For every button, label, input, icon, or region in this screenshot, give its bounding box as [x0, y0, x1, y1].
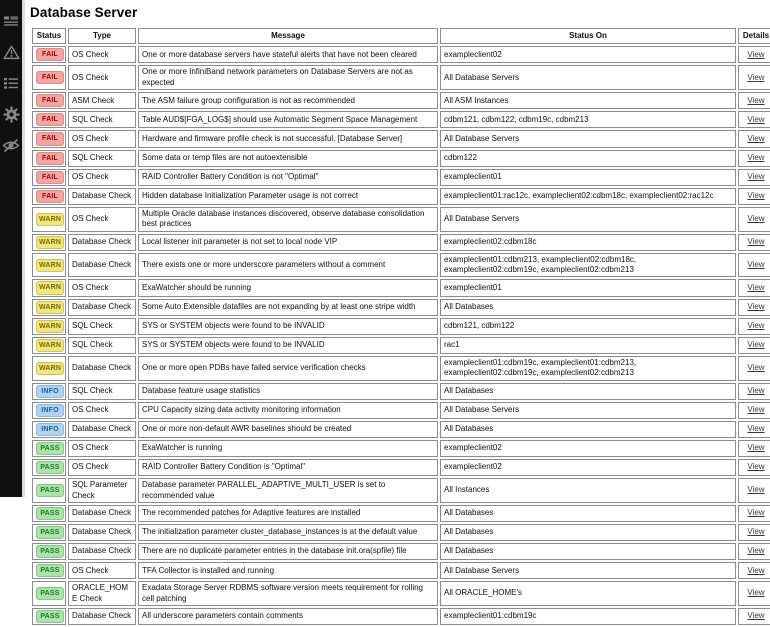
details-cell — [738, 111, 770, 128]
details-cell — [738, 421, 770, 438]
status-badge: PASS — [36, 507, 64, 520]
type-cell: SQL Check — [68, 383, 136, 400]
view-link[interactable]: View — [747, 152, 765, 162]
type-cell: Database Check — [68, 253, 136, 278]
status-badge: PASS — [36, 564, 64, 577]
table-row — [32, 111, 770, 128]
status-cell — [32, 46, 66, 63]
status-cell — [32, 150, 66, 167]
status-cell — [32, 562, 66, 579]
details-cell — [738, 234, 770, 251]
view-link[interactable]: View — [747, 611, 765, 621]
status-cell — [32, 253, 66, 278]
type-cell: OS Check — [68, 459, 136, 476]
status-cell — [32, 421, 66, 438]
status-on-cell: rac1 — [440, 337, 736, 354]
status-cell — [32, 169, 66, 186]
type-cell: SQL Check — [68, 318, 136, 335]
message-cell: The ASM failure group configuration is not as recommended — [138, 92, 438, 109]
sidebar-item-checklist[interactable] — [2, 75, 20, 91]
details-cell — [738, 383, 770, 400]
table-row — [32, 46, 770, 63]
table-row — [32, 383, 770, 400]
type-cell: Database Check — [68, 524, 136, 541]
type-cell: Database Check — [68, 299, 136, 316]
status-cell — [32, 402, 66, 419]
status-badge: WARN — [36, 281, 64, 294]
view-link[interactable]: View — [747, 72, 765, 82]
message-cell: Exadata Storage Server RDBMS software version meets requirement for rolling cell patching — [138, 581, 438, 606]
details-cell — [738, 337, 770, 354]
status-cell — [32, 299, 66, 316]
table-row — [32, 234, 770, 251]
details-cell — [738, 188, 770, 205]
column-header-status-on: Status On — [440, 28, 736, 44]
table-row — [32, 459, 770, 476]
status-on-cell: All Databases — [440, 524, 736, 541]
view-link[interactable]: View — [747, 565, 765, 575]
table-row — [32, 543, 770, 560]
sidebar-item-server-list[interactable] — [2, 13, 20, 29]
table-row — [32, 207, 770, 232]
details-cell — [738, 46, 770, 63]
message-cell: RAID Controller Battery Condition is not "Optimal" — [138, 169, 438, 186]
table-row — [32, 188, 770, 205]
status-on-cell: exampleclient02 — [440, 46, 736, 63]
details-cell — [738, 581, 770, 606]
gear-icon — [3, 106, 20, 123]
type-cell: OS Check — [68, 279, 136, 296]
status-badge: WARN — [36, 259, 64, 272]
view-link[interactable]: View — [747, 485, 765, 495]
status-badge: PASS — [36, 442, 64, 455]
status-badge: INFO — [36, 404, 64, 417]
type-cell: ORACLE_HOME Check — [68, 581, 136, 606]
view-link[interactable]: View — [747, 214, 765, 224]
type-cell: OS Check — [68, 207, 136, 232]
details-cell — [738, 402, 770, 419]
status-badge: INFO — [36, 385, 64, 398]
table-row — [32, 92, 770, 109]
view-link[interactable]: View — [747, 301, 765, 311]
details-cell — [738, 130, 770, 147]
status-badge: WARN — [36, 339, 64, 352]
status-badge: FAIL — [36, 113, 64, 126]
status-badge: FAIL — [36, 94, 64, 107]
view-link[interactable]: View — [747, 546, 765, 556]
view-link[interactable]: View — [747, 527, 765, 537]
details-cell — [738, 524, 770, 541]
table-row — [32, 65, 770, 90]
details-cell — [738, 92, 770, 109]
type-cell: Database Check — [68, 421, 136, 438]
status-on-cell: exampleclient02 — [440, 440, 736, 457]
status-on-cell: cdbm121, cdbm122 — [440, 318, 736, 335]
status-on-cell: All Databases — [440, 299, 736, 316]
type-cell: SQL Check — [68, 150, 136, 167]
page-title: Database Server — [30, 5, 138, 20]
status-on-cell: All Database Servers — [440, 130, 736, 147]
status-badge: PASS — [36, 526, 64, 539]
type-cell: OS Check — [68, 562, 136, 579]
view-link[interactable]: View — [747, 321, 765, 331]
table-row — [32, 150, 770, 167]
details-cell — [738, 543, 770, 560]
status-on-cell: exampleclient01:cdbm213, exampleclient02:cdbm18c, exampleclient02:cdbm19c, exampleclient02:cdbm213 — [440, 253, 736, 278]
status-cell — [32, 279, 66, 296]
table-row — [32, 505, 770, 522]
details-cell — [738, 318, 770, 335]
details-cell — [738, 562, 770, 579]
type-cell: Database Check — [68, 505, 136, 522]
table-header-row — [32, 28, 770, 44]
table-row — [32, 356, 770, 381]
type-cell: OS Check — [68, 65, 136, 90]
status-on-cell: All Databases — [440, 543, 736, 560]
status-badge: WARN — [36, 213, 64, 226]
details-cell — [738, 299, 770, 316]
view-link[interactable]: View — [747, 424, 765, 434]
message-cell: The recommended patches for Adaptive features are installed — [138, 505, 438, 522]
status-badge: WARN — [36, 236, 64, 249]
type-cell: OS Check — [68, 46, 136, 63]
sidebar-item-settings[interactable] — [2, 106, 20, 122]
eye-off-icon — [2, 138, 20, 153]
message-cell: There exists one or more underscore parameters without a comment — [138, 253, 438, 278]
status-on-cell: exampleclient01:rac12c, exampleclient02:cdbm18c, exampleclient02:rac12c — [440, 188, 736, 205]
table-row — [32, 581, 770, 606]
message-cell: Table AUD$[FGA_LOG$] should use Automatic Segment Space Management — [138, 111, 438, 128]
message-cell: One or more database servers have stateful alerts that have not been cleared — [138, 46, 438, 63]
type-cell: SQL Parameter Check — [68, 478, 136, 503]
view-link[interactable]: View — [747, 385, 765, 395]
status-cell — [32, 130, 66, 147]
status-on-cell: exampleclient02:cdbm18c — [440, 234, 736, 251]
table-row — [32, 279, 770, 296]
status-on-cell: exampleclient01:cdbm19c — [440, 608, 736, 625]
warning-triangle-icon — [3, 45, 20, 60]
view-link[interactable]: View — [747, 259, 765, 269]
table-row — [32, 253, 770, 278]
message-cell: SYS or SYSTEM objects were found to be INVALID — [138, 337, 438, 354]
column-header-type: Type — [68, 28, 136, 44]
status-on-cell: exampleclient01 — [440, 169, 736, 186]
details-cell — [738, 150, 770, 167]
view-link[interactable]: View — [747, 508, 765, 518]
checklist-icon — [3, 77, 19, 90]
type-cell: OS Check — [68, 130, 136, 147]
type-cell: SQL Check — [68, 111, 136, 128]
status-cell — [32, 581, 66, 606]
status-cell — [32, 92, 66, 109]
status-on-cell: exampleclient02 — [440, 459, 736, 476]
status-badge: PASS — [36, 610, 64, 623]
status-cell — [32, 234, 66, 251]
status-cell — [32, 318, 66, 335]
status-cell — [32, 524, 66, 541]
view-link[interactable]: View — [747, 191, 765, 201]
status-cell — [32, 111, 66, 128]
message-cell: Hidden database Initialization Parameter usage is not correct — [138, 188, 438, 205]
status-badge: FAIL — [36, 71, 64, 84]
status-cell — [32, 337, 66, 354]
type-cell: SQL Check — [68, 337, 136, 354]
status-badge: FAIL — [36, 190, 64, 203]
message-cell: TFA Collector is installed and running — [138, 562, 438, 579]
message-cell: One or more non-default AWR baselines should be created — [138, 421, 438, 438]
details-cell — [738, 440, 770, 457]
type-cell: OS Check — [68, 440, 136, 457]
view-link[interactable]: View — [747, 462, 765, 472]
table-row — [32, 478, 770, 503]
status-badge: FAIL — [36, 171, 64, 184]
column-header-details: Details — [738, 28, 770, 44]
message-cell: Some data or temp files are not autoextensible — [138, 150, 438, 167]
details-cell — [738, 505, 770, 522]
status-cell — [32, 356, 66, 381]
message-cell: The initialization parameter cluster_database_instances is at the default value — [138, 524, 438, 541]
view-link[interactable]: View — [747, 405, 765, 415]
message-cell: CPU Capacity sizing data activity monitoring information — [138, 402, 438, 419]
message-cell: Some Auto Extensible datafiles are not expanding by at least one stripe width — [138, 299, 438, 316]
view-link[interactable]: View — [747, 340, 765, 350]
view-link[interactable]: View — [747, 95, 765, 105]
type-cell: Database Check — [68, 543, 136, 560]
message-cell: Local listener init parameter is not set to local node VIP — [138, 234, 438, 251]
table-row — [32, 440, 770, 457]
message-cell: Hardware and firmware profile check is not successful. [Database Server] — [138, 130, 438, 147]
type-cell: Database Check — [68, 234, 136, 251]
main-content — [25, 0, 770, 621]
table-row — [32, 562, 770, 579]
status-cell — [32, 65, 66, 90]
status-cell — [32, 207, 66, 232]
view-link[interactable]: View — [747, 282, 765, 292]
message-cell: RAID Controller Battery Condition is "Optimal" — [138, 459, 438, 476]
status-on-cell: All ASM Instances — [440, 92, 736, 109]
status-cell — [32, 459, 66, 476]
view-link[interactable]: View — [747, 49, 765, 59]
type-cell: ASM Check — [68, 92, 136, 109]
message-cell: One or more open PDBs have failed service verification checks — [138, 356, 438, 381]
type-cell: OS Check — [68, 402, 136, 419]
message-cell: There are no duplicate parameter entries in the database init.ora(spfile) file — [138, 543, 438, 560]
status-cell — [32, 478, 66, 503]
view-link[interactable]: View — [747, 363, 765, 373]
type-cell: OS Check — [68, 169, 136, 186]
message-cell: Database parameter PARALLEL_ADAPTIVE_MULTI_USER is set to recommended value — [138, 478, 438, 503]
status-cell — [32, 188, 66, 205]
status-on-cell: exampleclient01:cdbm19c, exampleclient01:cdbm213, exampleclient02:cdbm19c, exampleclient02:cdbm213 — [440, 356, 736, 381]
status-badge: PASS — [36, 461, 64, 474]
view-link[interactable]: View — [747, 236, 765, 246]
view-link[interactable]: View — [747, 114, 765, 124]
details-cell — [738, 169, 770, 186]
table-row — [32, 337, 770, 354]
status-badge: FAIL — [36, 48, 64, 61]
column-header-message: Message — [138, 28, 438, 44]
details-cell — [738, 478, 770, 503]
details-cell — [738, 459, 770, 476]
status-on-cell: cdbm122 — [440, 150, 736, 167]
column-header-status: Status — [32, 28, 66, 44]
details-cell — [738, 65, 770, 90]
status-on-cell: All Databases — [440, 383, 736, 400]
status-cell — [32, 505, 66, 522]
status-badge: INFO — [36, 423, 64, 436]
status-on-cell: All Databases — [440, 421, 736, 438]
sidebar — [0, 0, 25, 497]
status-cell — [32, 543, 66, 560]
view-link[interactable]: View — [747, 133, 765, 143]
status-cell — [32, 608, 66, 625]
status-badge: FAIL — [36, 152, 64, 165]
status-on-cell: cdbm121, cdbm122, cdbm19c, cdbm213 — [440, 111, 736, 128]
status-badge: PASS — [36, 587, 64, 600]
message-cell: ExaWatcher should be running — [138, 279, 438, 296]
message-cell: Database feature usage statistics — [138, 383, 438, 400]
message-cell: ExaWatcher is running — [138, 440, 438, 457]
status-on-cell: All Database Servers — [440, 65, 736, 90]
table-row — [32, 130, 770, 147]
status-badge: WARN — [36, 301, 64, 314]
status-badge: PASS — [36, 484, 64, 497]
table-row — [32, 402, 770, 419]
details-cell — [738, 207, 770, 232]
message-cell: One or more InfiniBand network parameters on Database Servers are not as expected — [138, 65, 438, 90]
details-cell — [738, 253, 770, 278]
table-row — [32, 608, 770, 625]
details-cell — [738, 356, 770, 381]
status-cell — [32, 383, 66, 400]
health-check-table — [30, 26, 770, 627]
table-row — [32, 299, 770, 316]
table-row — [32, 169, 770, 186]
table-row — [32, 524, 770, 541]
sidebar-item-hide[interactable] — [2, 137, 20, 153]
details-cell — [738, 608, 770, 625]
server-list-icon — [3, 15, 19, 28]
status-badge: WARN — [36, 362, 64, 375]
view-link[interactable]: View — [747, 443, 765, 453]
status-on-cell: All Database Servers — [440, 402, 736, 419]
view-link[interactable]: View — [747, 588, 765, 598]
status-on-cell: All Instances — [440, 478, 736, 503]
status-cell — [32, 440, 66, 457]
type-cell: Database Check — [68, 356, 136, 381]
status-badge: WARN — [36, 320, 64, 333]
status-on-cell: All Database Servers — [440, 562, 736, 579]
status-badge: PASS — [36, 545, 64, 558]
table-row — [32, 318, 770, 335]
status-on-cell: exampleclient01 — [440, 279, 736, 296]
status-badge: FAIL — [36, 132, 64, 145]
status-on-cell: All Databases — [440, 505, 736, 522]
view-link[interactable]: View — [747, 171, 765, 181]
message-cell: Multiple Oracle database instances discovered, observe database consolidation best practices — [138, 207, 438, 232]
message-cell: SYS or SYSTEM objects were found to be INVALID — [138, 318, 438, 335]
message-cell: All underscore parameters contain comments — [138, 608, 438, 625]
details-cell — [738, 279, 770, 296]
status-on-cell: All Database Servers — [440, 207, 736, 232]
table-row — [32, 421, 770, 438]
sidebar-item-alerts[interactable] — [2, 44, 20, 60]
status-on-cell: All ORACLE_HOME's — [440, 581, 736, 606]
type-cell: Database Check — [68, 188, 136, 205]
type-cell: Database Check — [68, 608, 136, 625]
